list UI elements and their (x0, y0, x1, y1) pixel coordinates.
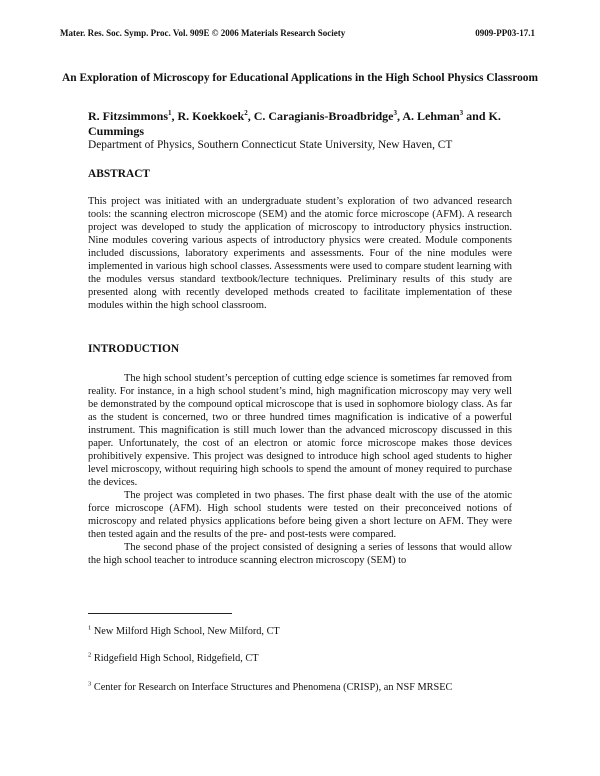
introduction-paragraph: The high school student’s perception of cutting edge science is sometimes far removed from reality. For instance, in a high school student’s mind, high magnification microscopy may very well be demonstrated by the compound optical microscope that is used in sophomore biology class. As far as the student is concerned, two or three hundred times magnification is indicative of a powerful instrument. This magnification is still much lower than the advanced microscopy discussed in this paper. Unfortunately, the cost of an electron or atomic force microscope makes those devices prohibitively expensive. This project was designed to introduce high school aged students to higher level microscopy, without requiring high schools to spend the amount of money required to purchase the devices. (88, 373, 512, 488)
author-name: R. Fitzsimmons (88, 109, 168, 123)
footnote (88, 625, 528, 638)
paper-title: An Exploration of Microscopy for Educational Applications in the High School Physics Classroom (62, 72, 538, 84)
author-separator: , (396, 109, 403, 123)
author-affiliation-mark: 3 (393, 109, 397, 117)
introduction-paragraph: The second phase of the project consisted of designing a series of lessons that would allow the high school teacher to introduce scanning electron microscopy (SEM) to (88, 542, 512, 566)
author-separator: and (463, 109, 489, 123)
abstract-heading: ABSTRACT (88, 168, 151, 180)
paper-id: 0909-PP03-17.1 (475, 28, 535, 38)
author-name: R. Koekkoek (177, 109, 245, 123)
footnote-number: 1 (88, 624, 92, 632)
footnote-number: 3 (88, 680, 92, 688)
author-affiliation-mark: 3 (459, 109, 464, 117)
footnote-divider (88, 613, 232, 614)
footnote-text: Center for Research on Interface Structures and Phenomena (CRISP), an NSF MRSEC (93, 682, 453, 693)
journal-citation: Mater. Res. Soc. Symp. Proc. Vol. 909E © 2006 Materials Research Society (60, 28, 346, 38)
author-affiliation-mark: 2 (244, 109, 248, 117)
footnote-number: 2 (88, 651, 92, 659)
author-name: C. Caragianis-Broadbridge (253, 109, 394, 123)
affiliation: Department of Physics, Southern Connecticut State University, New Haven, CT (88, 139, 453, 151)
author-list (88, 109, 508, 138)
author-name: A. Lehman (402, 109, 460, 123)
author-affiliation-mark: 1 (168, 109, 172, 117)
introduction-heading: INTRODUCTION (88, 343, 180, 355)
footnote (88, 681, 528, 694)
footnote-text: Ridgefield High School, Ridgefield, CT (93, 653, 259, 664)
author-separator: , (171, 109, 178, 123)
abstract-body (88, 195, 512, 312)
author-name: K. Cummings (88, 109, 501, 138)
footnote (88, 652, 528, 665)
abstract-paragraph: This project was initiated with an undergraduate student’s exploration of two advanced research tools: the scanning electron microscope (SEM) and the atomic force microscope (AFM). A research project was developed to study the application of microscopy to introductory physics instruction. Nine modules covering various aspects of introductory physics were created. Module components included discussions, laboratory experiments and assessments. Four of the nine modules were implemented in various high school classes. Assessments were used to compare student learning with the modules versus standard textbook/lecture techniques. Preliminary results of this study are presented along with recently developed methods created to facilitate implementation of these modules within the high school classroom. (88, 196, 512, 311)
footnote-text: New Milford High School, New Milford, CT (93, 626, 280, 637)
introduction-paragraph: The project was completed in two phases. The first phase dealt with the use of the atomic force microscope (AFM). High school students were tested on their preconceived notions of microscopy and related physics applications before being given a short lecture on AFM. They were then tested again and the results of the pre- and post-tests were compared. (88, 490, 512, 540)
author-separator: , (247, 109, 254, 123)
introduction-body (88, 372, 512, 567)
